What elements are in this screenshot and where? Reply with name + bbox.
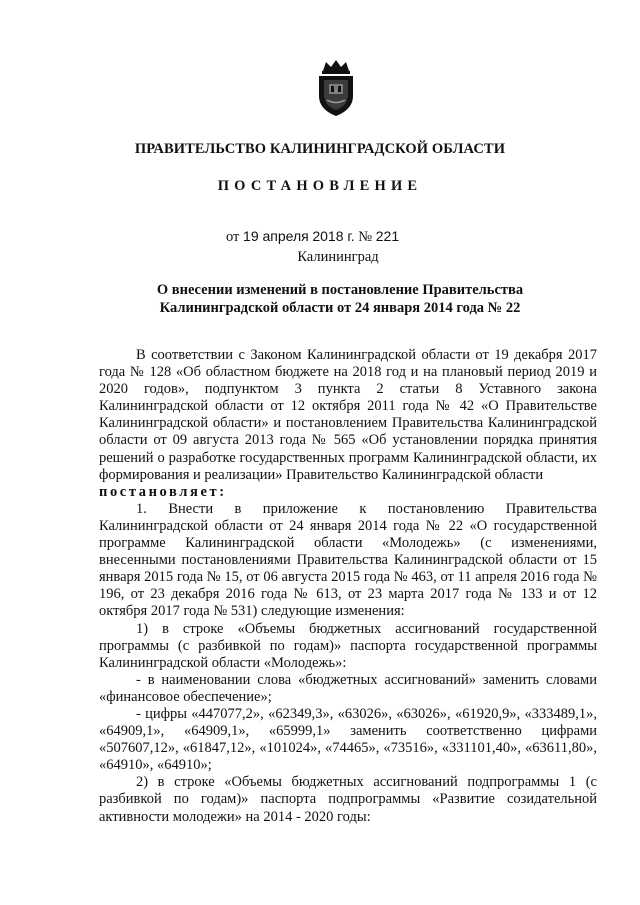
decree-number: 221 [375,228,400,244]
item-1-paragraph: 1. Внести в приложение к постановлению Правительства Калининградской области от 24 января 2014 года № 22 «О государственной программе Калининградской области «Молодежь» (с изменениями, внесенными постановлениями Правительства Калининградской области от 15 января 2015 года № 15, от 06 августа 2015 года № 463, от 11 апреля 2016 года № 196, от 23 декабря 2016 года № 613, от 23 марта 2017 года № 133 и от 12 октября 2017 года № 531) следующие изменения: [99,500,597,620]
decree-title: ПОСТАНОВЛЕНИЕ [217,178,423,194]
subitem-1-paragraph: 1) в строке «Объемы бюджетных ассигнований государственной программы (с разбивкой по годам)» паспорта государственной программы Калининградской области «Молодежь»: [99,620,597,671]
subject-line-2: Калининградской области от 24 января 2014 года № 22 [159,300,521,316]
resolves-word: постановляет: [99,483,227,500]
decree-subject [130,281,550,317]
date-prefix: от [226,229,240,245]
date-day-month: 19 апреля [243,228,309,244]
subitem-2-paragraph: 2) в строке «Объемы бюджетных ассигнований подпрограммы 1 (с разбивкой по годам)» паспорта подпрограммы «Развитие созидательной активности молодежи» на 2014 - 2020 годы: [99,774,597,825]
government-title: ПРАВИТЕЛЬСТВО КАЛИНИНГРАДСКОЙ ОБЛАСТИ [134,141,506,157]
number-sign: № [358,229,373,245]
intro-text: В соответствии с Законом Калининградской области от 19 декабря 2017 года № 128 «Об областном бюджете на 2018 год и на плановый период 2019 и 2020 годов», подпунктом 3 пункта 2 статьи 8 Уставного закона Калининградской области от 12 октября 2011 года № 42 «О Правительстве Калининградской области» и постановлением Правительства Калининградской области от 09 августа 2013 года № 565 «Об установлении порядка принятия решений о разработке государственных программ Калининградской области, их формирования и реализации» Правительство Калининградской области [99,347,597,483]
intro-paragraph [99,347,597,501]
decree-date-line [226,228,399,246]
city-name: Калининград [297,249,379,265]
coat-of-arms-icon [311,58,361,118]
dash-item-2: - цифры «447077,2», «62349,3», «63026», «63026», «61920,9», «333489,1», «64909,1», «64909,1», «65999,1» заменить соответственно цифрами «507607,12», «61847,12», «101024», «74465», «73516», «331101,40», «63611,80», «64910», «64910»; [99,705,597,774]
dash-item-1: - в наименовании слова «бюджетных ассигнований» заменить словами «финансовое обеспечение»; [99,671,597,705]
subject-line-1: О внесении изменений в постановление Правительства [156,282,524,298]
date-year: 2018 г. [312,228,355,244]
decree-body [99,347,597,826]
